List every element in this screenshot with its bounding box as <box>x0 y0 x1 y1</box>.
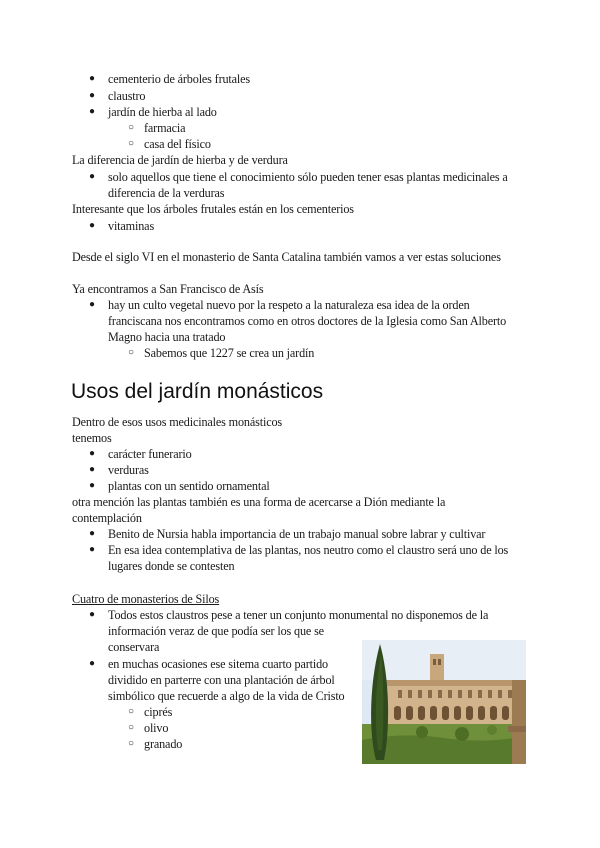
bullet: ● <box>89 106 95 117</box>
bullet: ● <box>89 464 95 475</box>
bullet: ● <box>89 171 95 182</box>
bullet: ● <box>89 658 95 669</box>
list-item: verduras <box>108 463 149 477</box>
nested-list-item: Sabemos que 1227 se crea un jardín <box>144 346 315 360</box>
bullet: ● <box>89 220 95 231</box>
list-item-continuation: información veraz de que podía ser los que se <box>108 624 324 638</box>
list-item: vitaminas <box>108 219 155 233</box>
list-item: plantas con un sentido ornamental <box>108 479 270 493</box>
paragraph: Dentro de esos usos medicinales monásticos <box>72 415 282 429</box>
paragraph: otra mención las plantas también es una forma de acercarse a Dión mediante la <box>72 495 446 509</box>
bullet: ● <box>89 544 95 555</box>
list-item: En esa idea contemplativa de las plantas, nos neutro como el claustro será uno de los <box>108 543 509 557</box>
list-item: claustro <box>108 89 146 103</box>
bullet-hollow: ○ <box>128 347 134 358</box>
paragraph: Ya encontramos a San Francisco de Asís <box>72 282 264 296</box>
list-item: solo aquellos que tiene el conocimiento sólo pueden tener esas plantas medicinales a <box>108 170 508 184</box>
list-item: en muchas ocasiones ese sitema cuarto partido <box>108 657 328 671</box>
list-item: Todos estos claustros pese a tener un conjunto monumental no disponemos de la <box>108 608 489 622</box>
paragraph: Interesante que los árboles frutales están en los cementerios <box>72 202 354 216</box>
bullet: ● <box>89 480 95 491</box>
paragraph: contemplación <box>72 511 142 525</box>
bullet-hollow: ○ <box>128 738 134 749</box>
bullet: ● <box>89 609 95 620</box>
paragraph: La diferencia de jardín de hierba y de verdura <box>72 153 288 167</box>
cloister-photo <box>362 640 526 764</box>
bullet: ● <box>89 90 95 101</box>
list-item-continuation: Magno hacia una tratado <box>108 330 226 344</box>
bullet: ● <box>89 299 95 310</box>
subheading: Cuatro de monasterios de Silos <box>72 592 220 606</box>
list-item-continuation: diferencia de la verduras <box>108 186 225 200</box>
bullet-hollow: ○ <box>128 138 134 149</box>
bullet: ● <box>89 73 95 84</box>
bullet-hollow: ○ <box>128 706 134 717</box>
list-item: Benito de Nursia habla importancia de un trabajo manual sobre labrar y cultivar <box>108 527 486 541</box>
list-item-continuation: dividido en parterre con una plantación de árbol <box>108 673 335 687</box>
paragraph: tenemos <box>72 431 112 445</box>
paragraph: Desde el siglo VI en el monasterio de Santa Catalina también vamos a ver estas soluciones <box>72 250 501 264</box>
bullet-hollow: ○ <box>128 122 134 133</box>
list-item-continuation: conservara <box>108 640 160 654</box>
bullet: ● <box>89 448 95 459</box>
bullet: ● <box>89 528 95 539</box>
nested-list-item: ciprés <box>144 705 173 719</box>
list-item: hay un culto vegetal nuevo por la respeto a la naturaleza esa idea de la orden <box>108 298 470 312</box>
list-item: carácter funerario <box>108 447 192 461</box>
list-item: jardín de hierba al lado <box>108 105 217 119</box>
nested-list-item: granado <box>144 737 183 751</box>
nested-list-item: casa del físico <box>144 137 211 151</box>
list-item-continuation: franciscana nos encontramos como en otros doctores de la Iglesia como San Alberto <box>108 314 507 328</box>
list-item-continuation: simbólico que recuerde a algo de la vida de Cristo <box>108 689 345 703</box>
bullet-hollow: ○ <box>128 722 134 733</box>
nested-list-item: farmacia <box>144 121 186 135</box>
list-item: cementerio de árboles frutales <box>108 72 251 86</box>
nested-list-item: olivo <box>144 721 169 735</box>
list-item-continuation: lugares donde se contesten <box>108 559 235 573</box>
section-heading: Usos del jardín monásticos <box>71 380 324 403</box>
